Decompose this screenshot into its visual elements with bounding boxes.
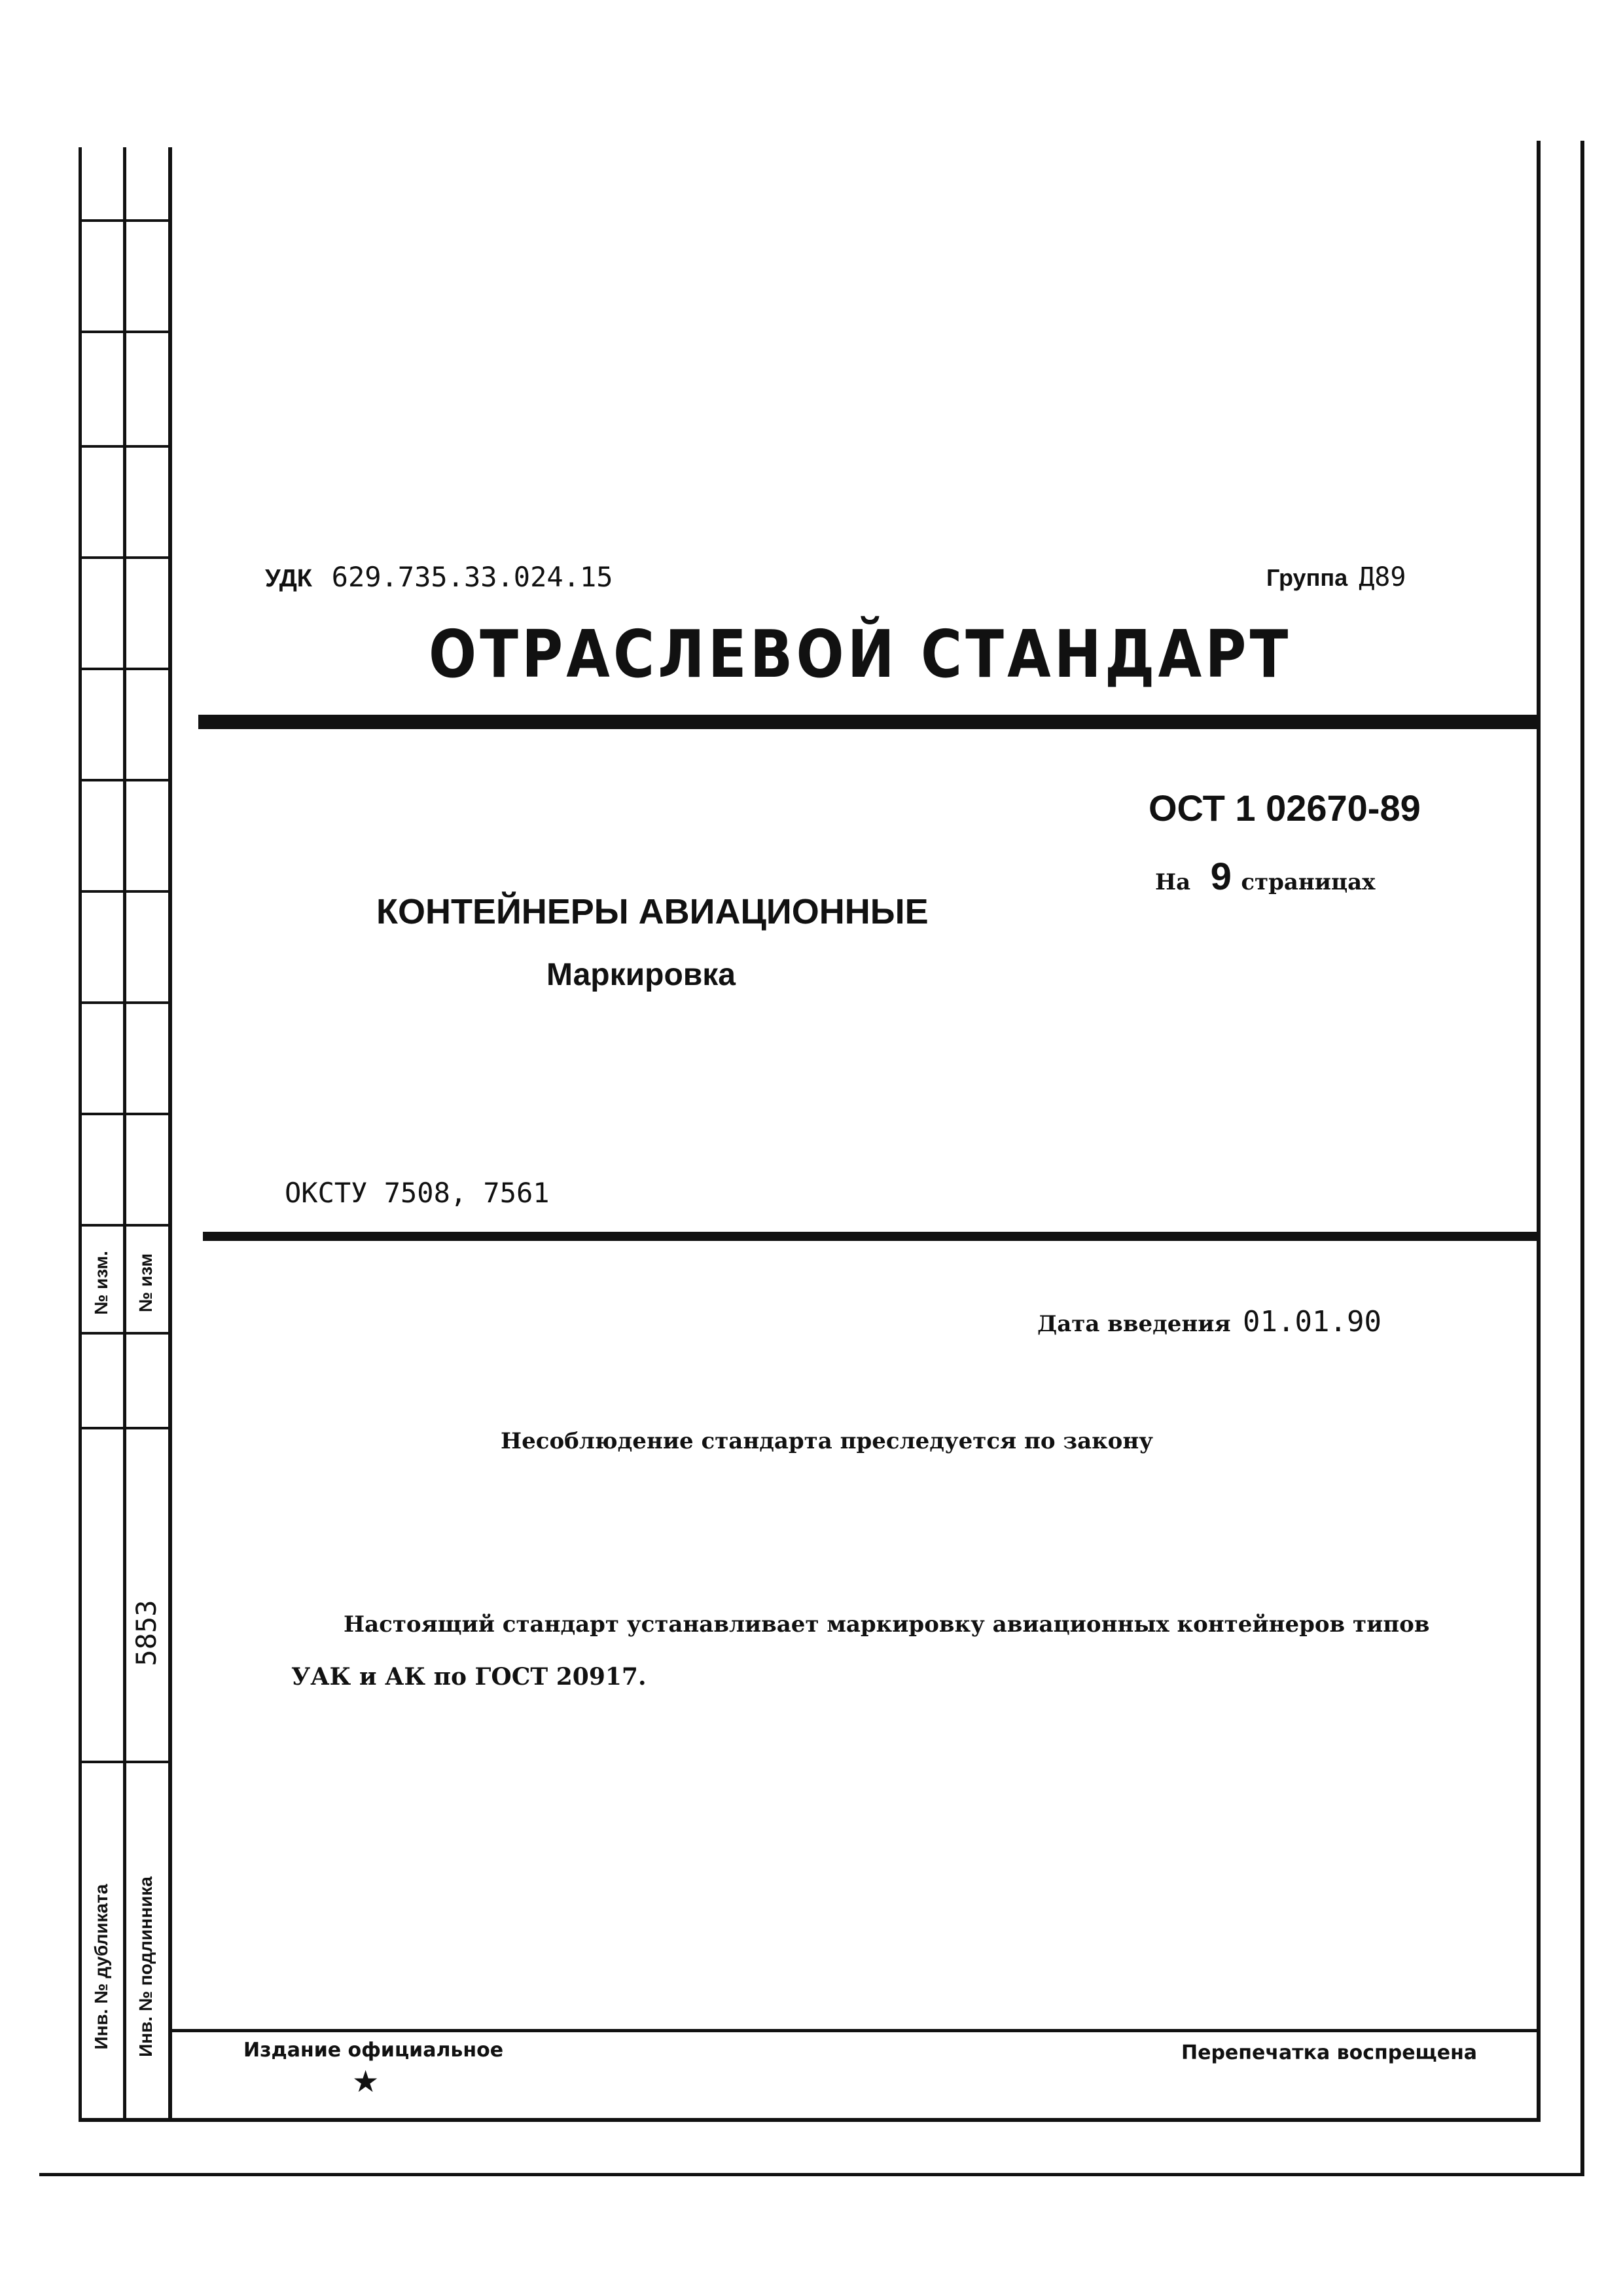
- okstu-code: ОКСТУ 7508, 7561: [285, 1177, 550, 1209]
- stamp-change-no-2: № изм: [135, 1253, 156, 1313]
- pages-line: [1155, 854, 1375, 910]
- stamp-divider: [79, 1332, 172, 1335]
- stamp-divider: [79, 1427, 172, 1429]
- pages-count: 9: [1210, 855, 1232, 898]
- legal-warning: Несоблюдение стандарта преследуется по закону: [501, 1428, 1153, 1454]
- stamp-divider: [79, 1224, 172, 1227]
- frame-left-inner: [168, 147, 172, 2121]
- standard-subtitle: Маркировка: [546, 958, 736, 992]
- date-label: Дата введения: [1037, 1311, 1231, 1337]
- frame-bottom-outer: [39, 2173, 1584, 2176]
- stamp-inventory-number: 5853: [130, 1600, 162, 1666]
- official-edition: Издание официальное: [243, 2039, 504, 2062]
- reprint-forbidden: Перепечатка воспрещена: [1181, 2041, 1478, 2064]
- stamp-divider: [79, 1001, 172, 1004]
- stamp-divider: [79, 1761, 172, 1763]
- body-text-line-2: УАК и АК по ГОСТ 20917.: [291, 1663, 647, 1691]
- stamp-duplicate-inv: Инв. № дубликата: [91, 1884, 111, 2050]
- page-title: ОТРАСЛЕВОЙ СТАНДАРТ: [429, 616, 1292, 692]
- group-code: Д89: [1359, 562, 1406, 592]
- standard-name: КОНТЕЙНЕРЫ АВИАЦИОННЫЕ: [376, 892, 929, 931]
- standard-number: ОСТ 1 02670-89: [1149, 787, 1421, 829]
- body-text-line-1: Настоящий стандарт устанавливает маркировку авиационных контейнеров типов: [344, 1611, 1430, 1638]
- udk-code: 629.735.33.024.15: [331, 561, 613, 593]
- pages-prefix: На: [1155, 869, 1191, 895]
- stamp-divider: [79, 556, 172, 559]
- stamp-divider: [79, 1113, 172, 1115]
- stamp-divider: [79, 219, 172, 222]
- udk-line: [265, 558, 613, 598]
- stamp-change-no: № изм.: [91, 1251, 111, 1315]
- frame-bottom-inner: [79, 2118, 1541, 2122]
- stamp-original-inv: Инв. № подлинника: [135, 1876, 156, 2057]
- date-value: 01.01.90: [1243, 1305, 1382, 1338]
- stamp-divider: [79, 331, 172, 333]
- frame-right-outer: [1580, 141, 1584, 2176]
- footer-separator: [168, 2029, 1541, 2032]
- udk-label: УДК: [265, 565, 312, 592]
- pages-suffix: страницах: [1241, 869, 1376, 895]
- group-line: [1266, 558, 1406, 598]
- group-label: Группа: [1266, 564, 1348, 591]
- stamp-divider: [79, 668, 172, 670]
- stamp-divider: [79, 890, 172, 893]
- frame-left-middle: [123, 147, 126, 2121]
- stamp-divider: [79, 445, 172, 448]
- date-line: [1037, 1302, 1382, 1348]
- frame-right-inner: [1537, 141, 1541, 2121]
- frame-left-outer: [79, 147, 82, 2121]
- stamp-divider: [79, 779, 172, 781]
- star-icon: ★: [352, 2064, 380, 2099]
- title-rule: [198, 715, 1537, 729]
- okstu-rule: [203, 1232, 1537, 1241]
